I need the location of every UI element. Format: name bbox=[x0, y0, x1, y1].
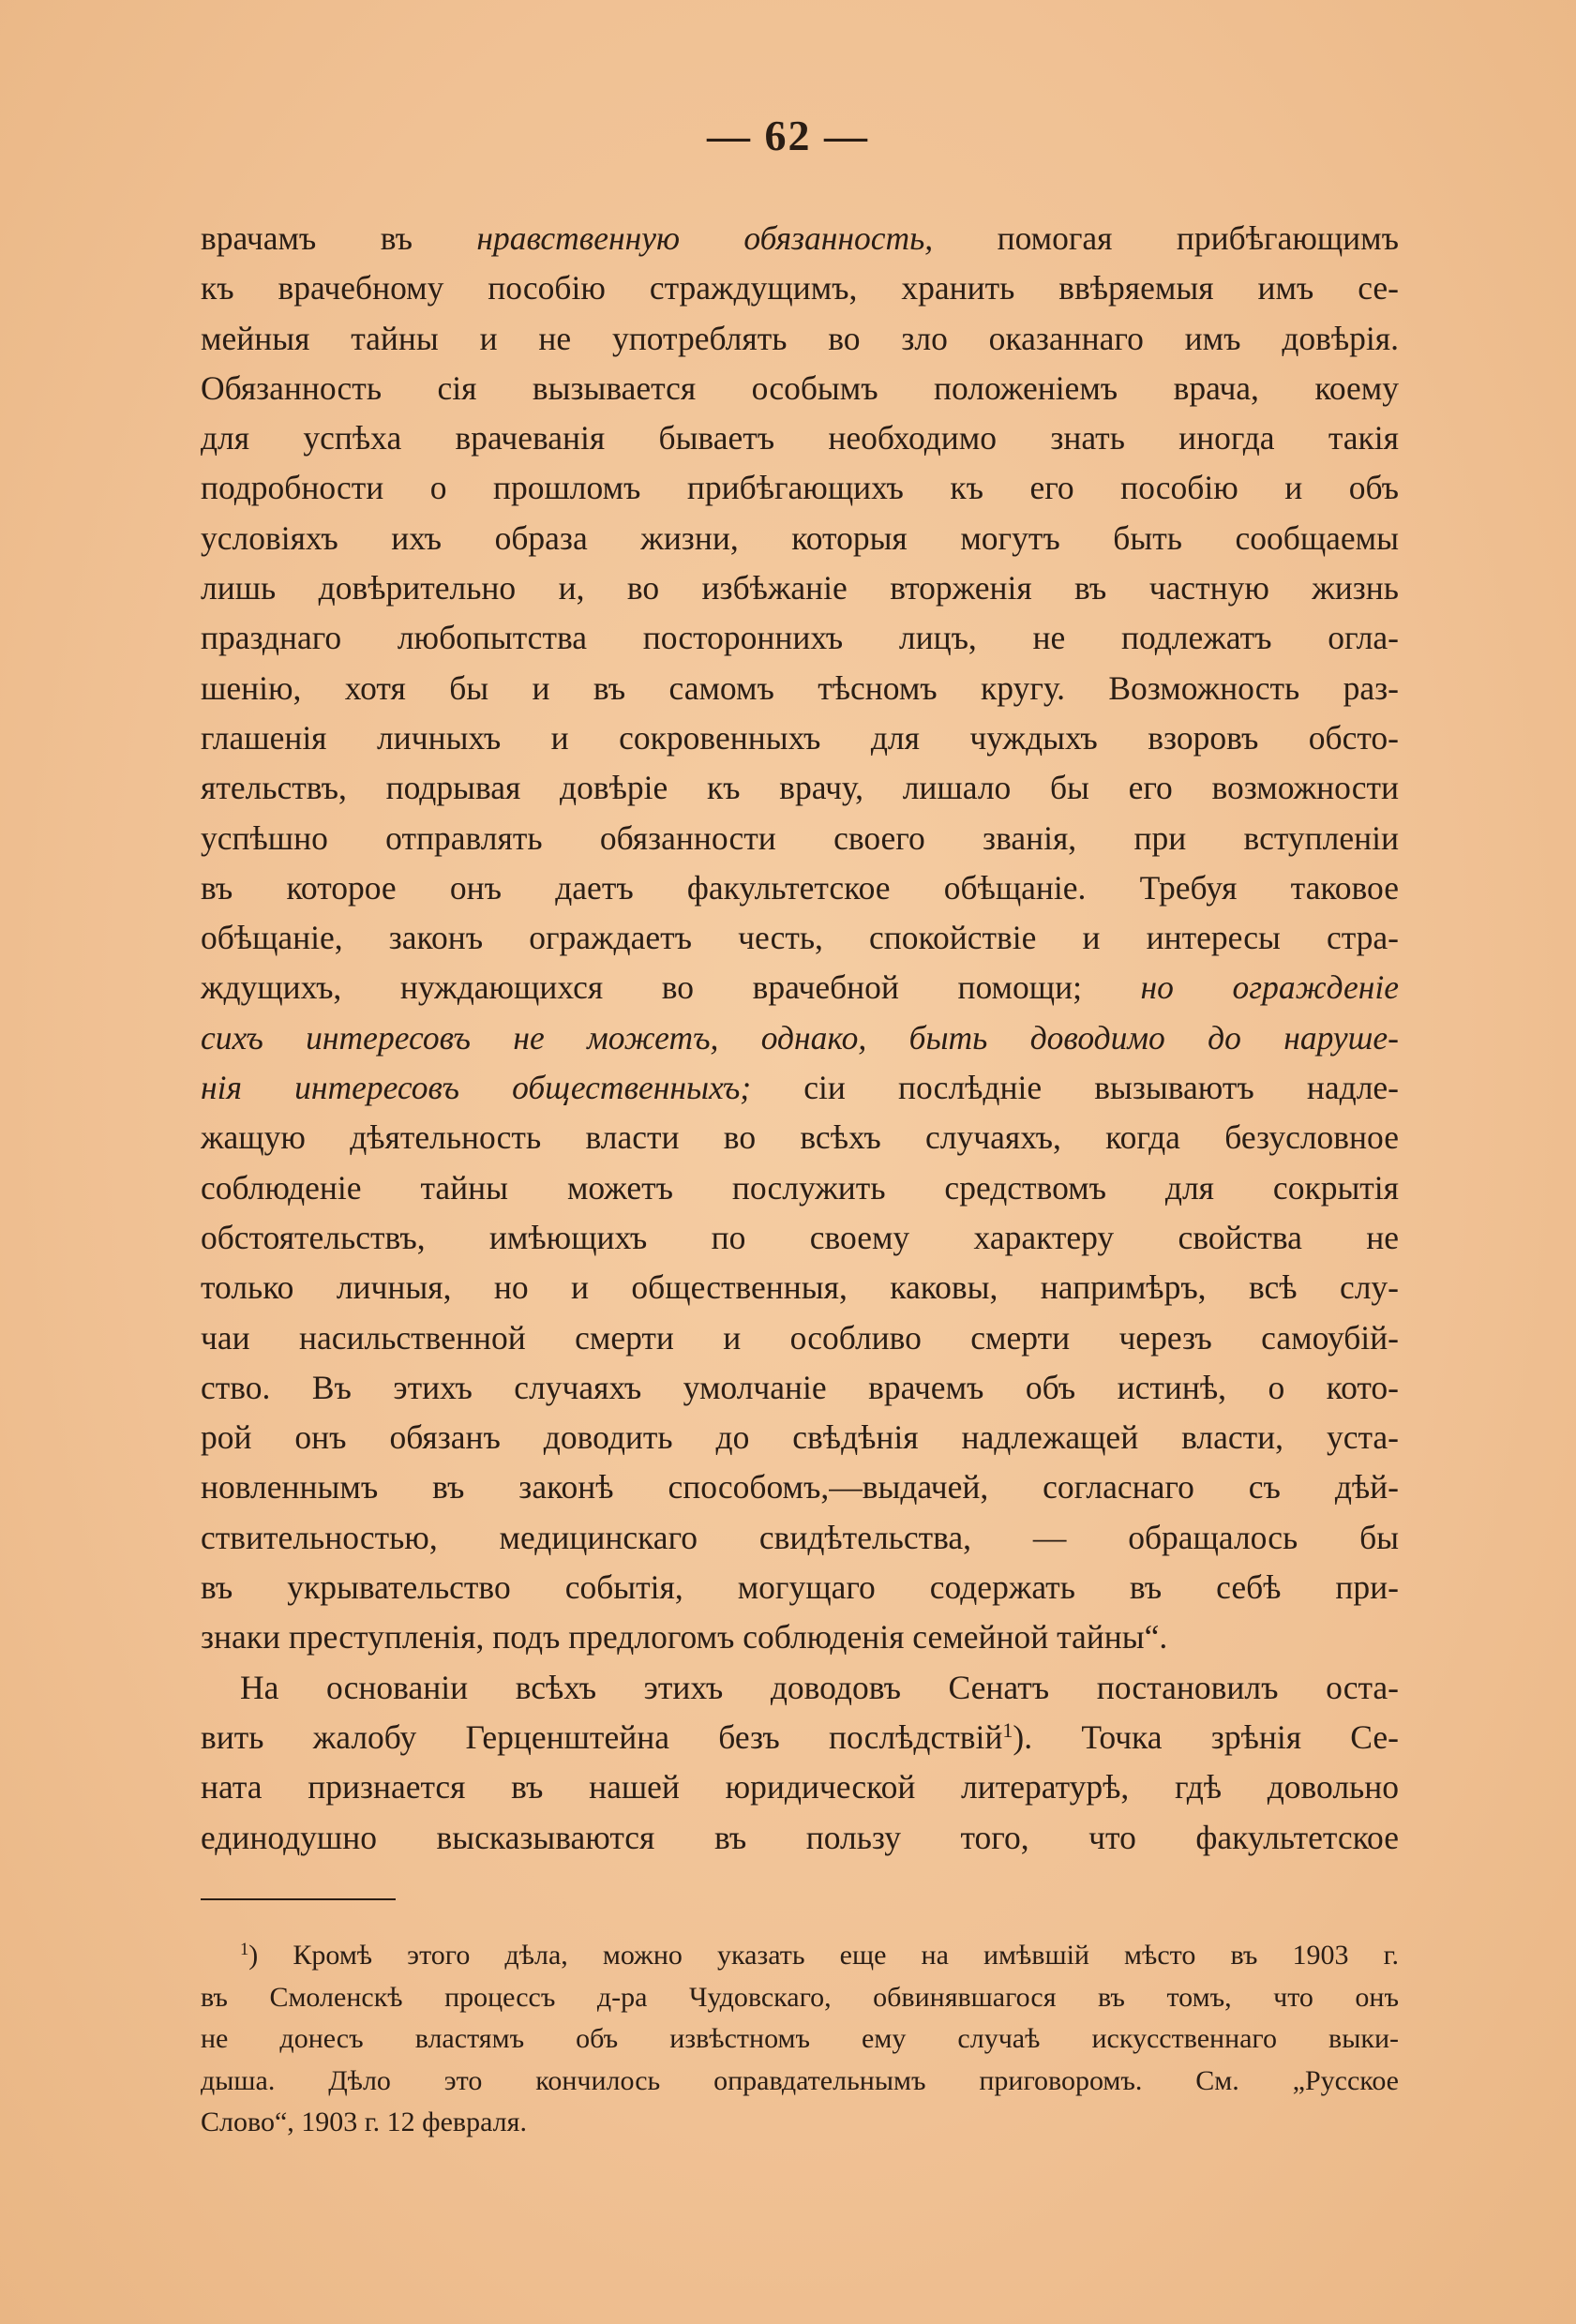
footnote-line bbox=[201, 1935, 1399, 1977]
text-segment: единодушно высказываются въ пользу того, что факультетское bbox=[201, 1818, 1399, 1856]
body-line bbox=[201, 664, 1399, 713]
text-segment: чаи насильственной смерти и особливо смерти черезъ самоубій- bbox=[201, 1318, 1399, 1357]
text-segment: Обязанность сія вызывается особымъ положеніемъ врача, коему bbox=[201, 368, 1399, 407]
text-segment: условіяхъ ихъ образа жизни, которыя могутъ быть сообщаемы bbox=[201, 518, 1399, 557]
body-line bbox=[201, 514, 1399, 563]
body-line bbox=[201, 1513, 1399, 1563]
page-number: — 62 — bbox=[707, 112, 869, 159]
text-segment: обстоятельствъ, имѣющихъ по своему характеру свойства не bbox=[201, 1218, 1399, 1256]
footnote-separator bbox=[201, 1898, 396, 1900]
body-line bbox=[201, 1063, 1399, 1113]
body-line bbox=[201, 1163, 1399, 1213]
body-line bbox=[201, 613, 1399, 663]
body-line bbox=[201, 1363, 1399, 1413]
text-segment: подробности о прошломъ прибѣгающихъ къ его пособію и объ bbox=[201, 469, 1399, 507]
body-line bbox=[201, 763, 1399, 813]
body-line bbox=[201, 713, 1399, 763]
body-line bbox=[201, 863, 1399, 913]
text-segment: успѣшно отправлять обязанности своего званія, при вступленіи bbox=[201, 818, 1399, 857]
text-segment: На основаніи всѣхъ этихъ доводовъ Сенатъ постановилъ оста- bbox=[240, 1668, 1399, 1706]
text-segment: въ укрывательство событія, могущаго содержать въ себѣ при- bbox=[201, 1568, 1399, 1607]
footnote-marker: 1 bbox=[1002, 1717, 1013, 1742]
italic-text: сихъ интересовъ не можетъ, однако, быть доводимо до наруше- bbox=[201, 1018, 1399, 1057]
text-segment: соблюденіе тайны можетъ послужить средствомъ для сокрытія bbox=[201, 1168, 1399, 1207]
text-segment: не донесъ властямъ объ извѣстномъ ему случаѣ искусственнаго выки- bbox=[201, 2023, 1399, 2055]
body-line bbox=[201, 963, 1399, 1012]
footnote-marker: 1 bbox=[240, 1939, 249, 1959]
text-segment: ). Точка зрѣнія Се- bbox=[1013, 1717, 1399, 1756]
body-line bbox=[201, 1263, 1399, 1312]
footnote-line bbox=[201, 1977, 1399, 2019]
text-segment: жащую дѣятельность власти во всѣхъ случаяхъ, когда безусловное bbox=[201, 1118, 1399, 1157]
text-segment: празднаго любопытства постороннихъ лицъ, не подлежатъ огла- bbox=[201, 619, 1399, 657]
italic-text: нравственную обязанность, bbox=[476, 219, 934, 257]
text-segment: въ которое онъ даетъ факультетское обѣщаніе. Требуя таковое bbox=[201, 868, 1399, 907]
body-line bbox=[201, 314, 1399, 364]
text-segment: ство. Въ этихъ случаяхъ умолчаніе врачемъ объ истинѣ, о кото- bbox=[201, 1368, 1399, 1406]
italic-text: но огражденіе bbox=[1140, 968, 1399, 1007]
text-segment: рой онъ обязанъ доводить до свѣдѣнія надлежащей власти, уста- bbox=[201, 1418, 1399, 1457]
text-segment: шенію, хотя бы и въ самомъ тѣсномъ кругу. Возможность раз- bbox=[201, 668, 1399, 707]
text-segment: вить жалобу Герценштейна безъ послѣдствій bbox=[201, 1717, 1003, 1756]
text-segment: ждущихъ, нуждающихся во врачебной помощи; bbox=[201, 968, 1141, 1007]
body-line bbox=[201, 1313, 1399, 1363]
body-line bbox=[201, 1213, 1399, 1263]
body-line bbox=[201, 413, 1399, 463]
body-line bbox=[201, 1013, 1399, 1063]
body-line bbox=[201, 214, 1399, 263]
text-segment: дыша. Дѣло это кончилось оправдательнымъ приговоромъ. См. „Русское bbox=[201, 2064, 1399, 2096]
text-segment: Слово“, 1903 г. 12 февраля. bbox=[201, 2107, 527, 2138]
text-segment: обѣщаніе, законъ ограждаетъ честь, спокойствіе и интересы стра- bbox=[201, 919, 1399, 957]
text-segment: ствительностью, медицинскаго свидѣтельства, — обращалось бы bbox=[201, 1518, 1399, 1556]
text-segment: глашенія личныхъ и сокровенныхъ для чуждыхъ взоровъ обсто- bbox=[201, 718, 1399, 757]
body-line bbox=[201, 1113, 1399, 1162]
text-segment: ната признается въ нашей юридической литературѣ, гдѣ довольно bbox=[201, 1768, 1399, 1807]
text-segment: мейныя тайны и не употреблять во зло оказаннаго имъ довѣрія. bbox=[201, 319, 1399, 357]
italic-text: нія интересовъ общественныхъ; bbox=[201, 1069, 752, 1107]
text-segment: только личныя, но и общественныя, каковы, напримѣръ, всѣ слу- bbox=[201, 1268, 1399, 1307]
body-line bbox=[201, 1563, 1399, 1612]
body-line bbox=[201, 1413, 1399, 1462]
body-text bbox=[201, 214, 1399, 1863]
text-segment: лишь довѣрительно и, во избѣжаніе вторженія въ частную жизнь bbox=[201, 569, 1399, 607]
body-line bbox=[201, 913, 1399, 963]
body-line bbox=[201, 263, 1399, 313]
body-line bbox=[201, 1813, 1399, 1863]
text-segment: въ Смоленскѣ процессъ д-ра Чудовскаго, обвинявшагося въ томъ, что онъ bbox=[201, 1981, 1399, 2013]
body-line bbox=[201, 1612, 1399, 1662]
text-segment: сіи послѣдніе вызываютъ надле- bbox=[751, 1069, 1399, 1107]
body-line bbox=[201, 563, 1399, 613]
text-segment: помогая прибѣгающимъ bbox=[933, 219, 1400, 257]
body-line bbox=[201, 1462, 1399, 1512]
footnote-line bbox=[201, 2102, 1399, 2144]
body-line bbox=[201, 1713, 1399, 1762]
footnote-line bbox=[201, 2061, 1399, 2103]
body-line bbox=[201, 814, 1399, 863]
text-segment: ятельствъ, подрывая довѣріе къ врачу, лишало бы его возможности bbox=[201, 769, 1399, 807]
body-line bbox=[201, 1663, 1399, 1713]
text-segment: для успѣха врачеванія бываетъ необходимо знать иногда такія bbox=[201, 419, 1399, 457]
text-segment: ) Кромѣ этого дѣла, можно указать еще на имѣвшій мѣсто въ 1903 г. bbox=[248, 1940, 1399, 1971]
text-segment: знаки преступленія, подъ предлогомъ соблюденія семейной тайны“. bbox=[201, 1618, 1168, 1657]
text-segment: къ врачебному пособію страждущимъ, хранить ввѣряемыя имъ се- bbox=[201, 269, 1399, 307]
body-line bbox=[201, 463, 1399, 513]
body-line bbox=[201, 364, 1399, 413]
footnote-line bbox=[201, 2018, 1399, 2061]
footnote bbox=[201, 1935, 1399, 2144]
text-segment: врачамъ въ bbox=[201, 219, 477, 257]
text-segment: новленнымъ въ законѣ способомъ,—выдачей, согласнаго съ дѣй- bbox=[201, 1468, 1399, 1507]
body-line bbox=[201, 1762, 1399, 1812]
